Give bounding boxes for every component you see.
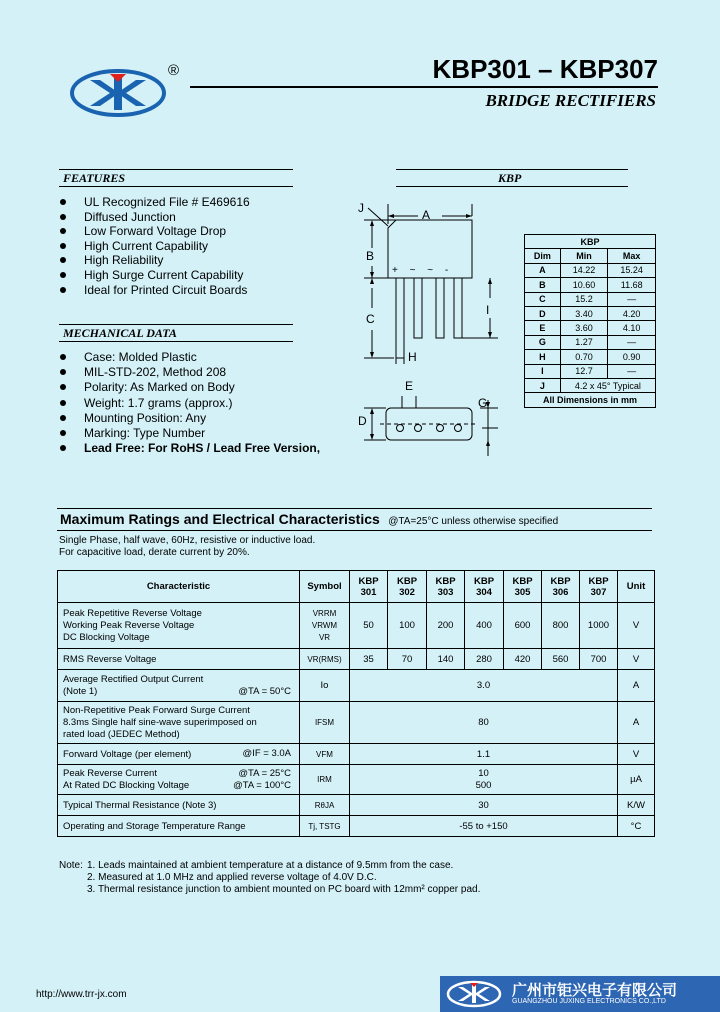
char-line: At Rated DC Blocking Voltage [63, 779, 190, 791]
dim-table-footer: All Dimensions in mm [525, 393, 656, 407]
dim-cell: C [525, 292, 561, 306]
col-unit: Unit [618, 571, 655, 603]
page-title: KBP301 – KBP307 [432, 54, 658, 84]
dim-label-i: I [486, 303, 490, 317]
col-symbol: Symbol [300, 571, 350, 603]
dim-label-d: D [358, 414, 367, 428]
char-line: (Note 1) [63, 685, 98, 697]
col-part [465, 571, 504, 603]
dim-cell: 3.40 [560, 306, 608, 320]
mech-rule-bottom [59, 341, 293, 342]
dim-cell: E [525, 321, 561, 335]
char-line: 8.3ms Single half sine-wave superimposed on [63, 716, 257, 728]
value-cell: -55 to +150 [350, 816, 618, 837]
features-rule-top [59, 169, 293, 170]
part-prefix: KBP [435, 575, 456, 587]
part-prefix: KBP [588, 575, 609, 587]
dim-cell: 4.2 x 45° Typical [560, 378, 655, 392]
sym-line: VR [318, 632, 331, 642]
dim-cell: 4.20 [608, 306, 656, 320]
value-cell: 3.0 [350, 670, 618, 702]
condition: @TA = 25°C [238, 768, 291, 779]
dim-cell: — [608, 335, 656, 349]
value-cell: 560 [542, 649, 580, 670]
dim-cell: I [525, 364, 561, 378]
package-outline-drawing [350, 196, 510, 456]
table-row [525, 306, 656, 320]
table-row [58, 649, 655, 670]
characteristic-cell [58, 670, 300, 702]
note-item: 1. Leads maintained at ambient temperature at a distance of 9.5mm from the case. [87, 860, 454, 871]
dim-cell: 0.70 [560, 350, 608, 364]
characteristic-cell: Typical Thermal Resistance (Note 3) [58, 795, 300, 816]
dim-label-a: A [422, 208, 431, 222]
value-cell: 80 [350, 702, 618, 744]
list-item: Mounting Position: Any [60, 411, 320, 426]
ratings-rule-bottom [57, 530, 652, 531]
list-item: UL Recognized File # E469616 [60, 195, 250, 210]
package-rule-top [396, 169, 628, 170]
value-cell: 800 [542, 603, 580, 649]
footer-bar [0, 976, 720, 1012]
unit-cell: °C [618, 816, 655, 837]
ratings-rule-top [57, 508, 652, 509]
dim-cell: 14.22 [560, 263, 608, 277]
col-part [580, 571, 618, 603]
unit-cell: A [618, 702, 655, 744]
list-item: Polarity: As Marked on Body [60, 380, 320, 395]
char-line: Non-Repetitive Peak Forward Surge Current [63, 704, 250, 716]
dim-cell: 0.90 [608, 350, 656, 364]
part-prefix: KBP [512, 575, 533, 587]
dim-cell: H [525, 350, 561, 364]
col-part [388, 571, 427, 603]
value-cell: 140 [427, 649, 465, 670]
dim-label-j: J [358, 201, 364, 215]
value-cell: 30 [350, 795, 618, 816]
features-rule-bottom [59, 186, 293, 187]
value-cell: 280 [465, 649, 504, 670]
part-number: 301 [360, 586, 377, 598]
ratings-intro-2: For capacitive load, derate current by 20%. [59, 547, 250, 558]
condition: @TA = 50°C [238, 686, 291, 697]
value-cell: 700 [580, 649, 618, 670]
dim-cell: 15.2 [560, 292, 608, 306]
ratings-heading: Maximum Ratings and Electrical Characteristics [60, 511, 380, 527]
ratings-table [57, 570, 655, 837]
symbol-cell: IFSM [300, 702, 350, 744]
value-cell: 400 [465, 603, 504, 649]
dim-cell: D [525, 306, 561, 320]
list-item: Ideal for Printed Circuit Boards [60, 283, 250, 298]
footer-logo [444, 980, 504, 1008]
part-number: 307 [590, 586, 607, 598]
dim-label-h: H [408, 350, 417, 364]
ratings-intro-1: Single Phase, half wave, 60Hz, resistive or inductive load. [59, 535, 316, 546]
dim-label-g: G [478, 396, 488, 410]
sym-line: VRRM [312, 608, 337, 618]
notes-label: Note: [59, 860, 83, 871]
dim-cell: J [525, 378, 561, 392]
char-line: rated load (JEDEC Method) [63, 728, 180, 740]
list-item: Case: Molded Plastic [60, 350, 320, 365]
dim-cell: 3.60 [560, 321, 608, 335]
part-number: 303 [437, 586, 454, 598]
list-item: Lead Free: For RoHS / Lead Free Version, [60, 441, 320, 456]
mech-rule-top [59, 324, 293, 325]
list-item: Marking: Type Number [60, 426, 320, 441]
dim-cell: 15.24 [608, 263, 656, 277]
unit-cell: µA [618, 765, 655, 795]
unit-cell: V [618, 744, 655, 765]
dim-cell: 12.7 [560, 364, 608, 378]
list-item: Low Forward Voltage Drop [60, 224, 250, 239]
part-prefix: KBP [473, 575, 495, 587]
list-item: High Reliability [60, 253, 250, 268]
characteristic-cell [58, 603, 300, 649]
table-row [525, 364, 656, 378]
characteristic-cell [58, 702, 300, 744]
table-row [525, 321, 656, 335]
dim-cell: 4.10 [608, 321, 656, 335]
dim-table-title: KBP [525, 235, 656, 249]
dim-label-c: C [366, 312, 375, 326]
value-cell: 1000 [580, 603, 618, 649]
notes [59, 860, 480, 896]
table-row [525, 378, 656, 392]
char-line: DC Blocking Voltage [63, 631, 150, 643]
list-item: High Surge Current Capability [60, 268, 250, 283]
value-line: 500 [475, 779, 492, 791]
symbol-cell: Tj, TSTG [300, 816, 350, 837]
value-cell: 600 [504, 603, 542, 649]
dimensions-table [524, 234, 656, 408]
part-number: 302 [399, 586, 415, 598]
note-item: 3. Thermal resistance junction to ambient mounted on PC board with 12mm² copper pad. [87, 884, 481, 895]
condition: @TA = 100°C [233, 780, 291, 791]
characteristic-cell [58, 744, 300, 765]
symbol-cell: VFM [300, 744, 350, 765]
note-item: 2. Measured at 1.0 MHz and applied reverse voltage of 4.0V D.C. [87, 872, 377, 883]
symbol-cell [300, 603, 350, 649]
char-line: Forward Voltage (per element) [63, 748, 192, 760]
value-cell: 35 [350, 649, 388, 670]
mechanical-heading: MECHANICAL DATA [63, 326, 177, 340]
header-rule [190, 86, 658, 88]
symbol-cell: IRM [300, 765, 350, 795]
value-cell: 420 [504, 649, 542, 670]
registered-mark: ® [168, 62, 180, 79]
value-cell [350, 765, 618, 795]
pin-markings: + ~ ~ - [392, 265, 449, 276]
part-prefix: KBP [358, 575, 379, 587]
dim-cell: 11.68 [608, 278, 656, 292]
value-cell: 50 [350, 603, 388, 649]
dim-cell: — [608, 364, 656, 378]
package-heading: KBP [498, 171, 522, 185]
ratings-condition: @TA=25°C unless otherwise specified [388, 516, 559, 527]
part-prefix: KBP [396, 575, 418, 587]
value-cell: 1.1 [350, 744, 618, 765]
part-number: 306 [552, 586, 569, 598]
char-line: Average Rectified Output Current [63, 673, 204, 685]
table-row [58, 765, 655, 795]
dim-header: Dim [525, 249, 561, 263]
table-row [525, 335, 656, 349]
table-row [525, 278, 656, 292]
footer-company-en: GUANGZHOU JUXING ELECTRONICS CO.,LTD [512, 998, 666, 1005]
dim-cell: 10.60 [560, 278, 608, 292]
unit-cell: A [618, 670, 655, 702]
features-heading: FEATURES [63, 171, 126, 185]
symbol-cell: VR(RMS) [300, 649, 350, 670]
unit-cell: V [618, 603, 655, 649]
col-part [350, 571, 388, 603]
list-item: High Current Capability [60, 239, 250, 254]
page-subtitle: BRIDGE RECTIFIERS [485, 91, 656, 110]
package-rule-bottom [396, 186, 628, 187]
part-number: 305 [514, 586, 531, 598]
dim-header: Max [608, 249, 656, 263]
dim-cell: G [525, 335, 561, 349]
characteristic-cell: RMS Reverse Voltage [58, 649, 300, 670]
table-row [525, 350, 656, 364]
table-row [58, 744, 655, 765]
value-cell: 70 [388, 649, 427, 670]
list-item: MIL-STD-202, Method 208 [60, 365, 320, 380]
table-row [525, 292, 656, 306]
part-number: 304 [476, 586, 492, 598]
mechanical-list [60, 350, 320, 456]
part-prefix: KBP [550, 575, 571, 587]
unit-cell: K/W [618, 795, 655, 816]
features-list [60, 195, 250, 297]
dim-cell: 1.27 [560, 335, 608, 349]
value-cell: 200 [427, 603, 465, 649]
list-item: Diffused Junction [60, 210, 250, 225]
table-row [525, 263, 656, 277]
dim-cell: B [525, 278, 561, 292]
sym-line: VRWM [311, 620, 338, 630]
dim-cell: A [525, 263, 561, 277]
list-item: Weight: 1.7 grams (approx.) [60, 396, 320, 411]
col-part [504, 571, 542, 603]
unit-cell: V [618, 649, 655, 670]
col-characteristic: Characteristic [58, 571, 300, 603]
characteristic-cell: Operating and Storage Temperature Range [58, 816, 300, 837]
col-part [427, 571, 465, 603]
footer-company-cn: 广州市钜兴电子有限公司 [512, 982, 678, 999]
char-line: Peak Reverse Current [63, 767, 157, 779]
footer-url[interactable]: http://www.trr-jx.com [36, 989, 127, 1000]
char-line: Peak Repetitive Reverse Voltage [63, 607, 202, 619]
value-line: 10 [478, 767, 489, 779]
char-line: Working Peak Reverse Voltage [63, 619, 195, 631]
dim-label-b: B [366, 249, 375, 263]
table-row [58, 795, 655, 816]
characteristic-cell [58, 765, 300, 795]
table-row [58, 603, 655, 649]
symbol-cell: Io [300, 670, 350, 702]
symbol-cell: RθJA [300, 795, 350, 816]
value-cell: 100 [388, 603, 427, 649]
condition: @IF = 3.0A [242, 748, 291, 759]
company-logo [70, 68, 180, 118]
dim-label-e: E [405, 379, 414, 393]
dim-cell: — [608, 292, 656, 306]
table-row [58, 816, 655, 837]
table-row [58, 702, 655, 744]
dim-header: Min [560, 249, 608, 263]
col-part [542, 571, 580, 603]
table-row [58, 670, 655, 702]
ratings-heading-line [60, 511, 558, 529]
